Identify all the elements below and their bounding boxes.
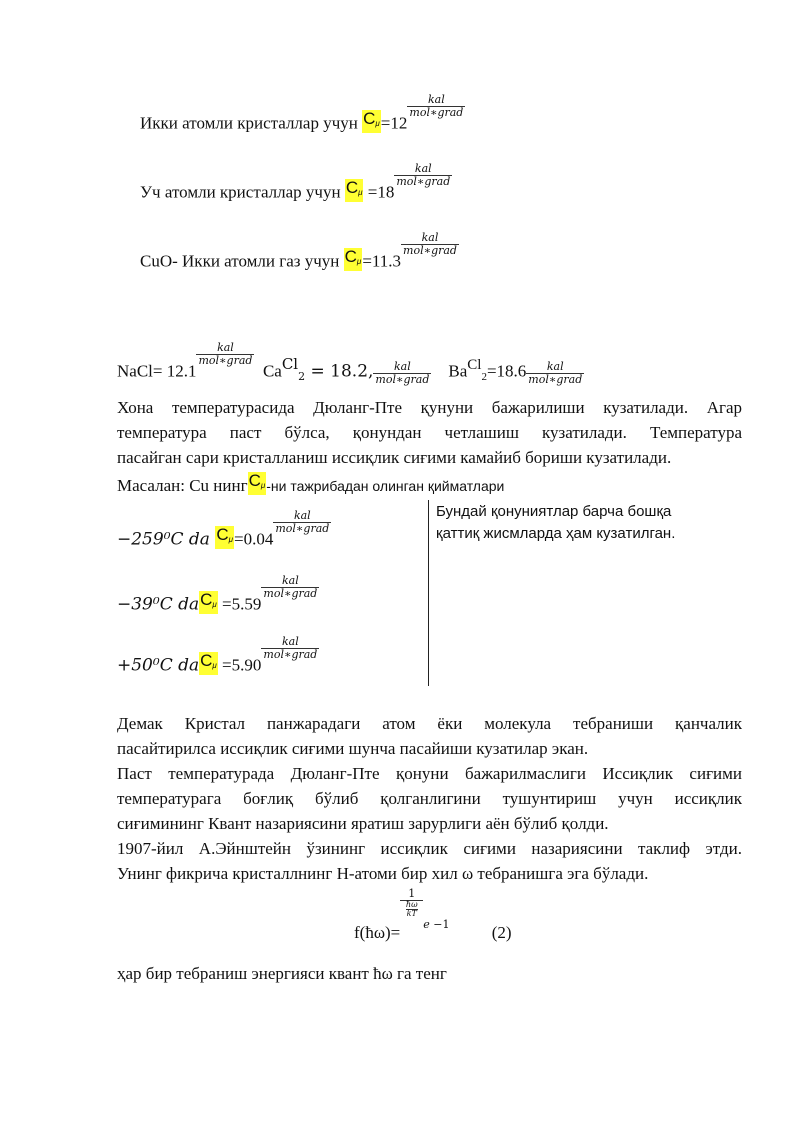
- paragraph-room-temperature: [117, 395, 742, 470]
- line-text: Икки атомли кристаллар учун: [140, 113, 363, 133]
- temp-value: =5.59: [217, 594, 262, 614]
- paragraph-line: температура паст бўлса, қонундан четлашиш кузатилади. Температура: [117, 423, 742, 442]
- equation-number: (2): [491, 923, 512, 942]
- c-mu-symbol: $C_\mu$: [199, 591, 218, 614]
- unit-fraction: $\frac{\text{kal}}{\text{mol∗grad}}$: [396, 162, 451, 188]
- cacl2-value: = 18.2,: [305, 361, 374, 382]
- cl2-symbol: Cl2: [467, 356, 487, 383]
- unit-fraction: $\frac{\text{kal}}{\text{mol∗grad}}$: [375, 360, 430, 386]
- bacl2-value: =18.6: [486, 361, 527, 381]
- formula-base: $^e$ $^{-1}$: [423, 918, 450, 931]
- paragraph-line: Унинг фикрича кристаллнинг Н-атоми бир хил ω тебранишга эга бўлади.: [117, 864, 649, 883]
- nacl-value: NaCl= 12.1: [117, 361, 197, 381]
- note-line: қаттиқ жисмларда ҳам кузатилган.: [436, 525, 676, 542]
- cuo-gas-line: [140, 232, 459, 272]
- formula-line: [354, 887, 512, 943]
- c-mu-symbol: $C_\mu$: [199, 652, 218, 675]
- c-mu-symbol: $C_\mu$: [215, 526, 234, 549]
- exponent-fraction: $\frac{ħ\omega}{kT}$: [405, 900, 418, 918]
- formula-numerator: 1: [400, 887, 423, 901]
- unit-fraction: $\frac{\text{kal}}{\text{mol∗grad}}$: [198, 341, 253, 367]
- paragraph-line: Демак Кристал панжарадаги атом ёки молекула тебраниши қанчалик: [117, 714, 742, 733]
- ba-symbol: Ba: [448, 361, 468, 381]
- value: =18: [363, 182, 395, 202]
- value: =11.3: [362, 251, 402, 271]
- cl2-symbol: Cl2: [281, 354, 306, 383]
- unit-fraction: $\frac{\text{kal}}{\text{mol∗grad}}$: [409, 93, 464, 119]
- value: =12: [380, 113, 408, 133]
- unit-fraction: $\frac{\text{kal}}{\text{mol∗grad}}$: [403, 231, 457, 257]
- temp-row-3: [117, 636, 319, 676]
- c-mu-symbol: $C_\mu$: [362, 110, 381, 133]
- final-line: ҳар бир тебраниш энергияси квант ħω га тенг: [117, 964, 447, 983]
- paragraph-line: 1907-йил А.Эйнштейн ўзининг иссиқлик сиғими назариясини таклиф этди.: [117, 839, 742, 858]
- temp-label: −259⁰C da: [117, 529, 216, 550]
- side-note: [436, 501, 675, 545]
- c-mu-symbol: $C_\mu$: [248, 472, 267, 495]
- unit-fraction: $\frac{\text{kal}}{\text{mol∗grad}}$: [528, 360, 583, 386]
- paragraph-conclusion: [117, 711, 742, 761]
- paragraph-low-temperature: [117, 761, 742, 836]
- example-line: [117, 472, 504, 496]
- unit-fraction: $\frac{\text{kal}}{\text{mol∗grad}}$: [263, 574, 318, 600]
- temp-value: =5.90: [217, 655, 262, 675]
- salts-line: [117, 342, 584, 385]
- formula-denominator: [400, 901, 423, 923]
- note-line: Бундай қонуниятлар барча бошқа: [436, 503, 672, 520]
- line-text: Уч атомли кристаллар учун: [140, 182, 345, 202]
- paragraph-line: температурага боғлиқ бўлиб қолганлигини тушунтириш учун иссиқлик: [117, 789, 742, 808]
- temp-row-2: [117, 575, 319, 615]
- unit-fraction: $\frac{\text{kal}}{\text{mol∗grad}}$: [263, 635, 318, 661]
- diatomic-crystal-line: [140, 94, 465, 134]
- temp-label: −39⁰C da: [117, 594, 200, 615]
- triatomic-crystal-line: [140, 163, 452, 203]
- column-divider: [428, 500, 429, 686]
- c-mu-symbol: $C_\mu$: [344, 248, 363, 271]
- temp-label: +50⁰C da: [117, 655, 200, 676]
- paragraph-line: Паст температурада Дюланг-Пте қонуни бажарилмаслиги Иссиқлик сиғими: [117, 764, 742, 783]
- formula-fraction: [400, 887, 423, 923]
- temp-value: =0.04: [234, 529, 274, 549]
- line-text: CuO- Икки атомли газ учун: [140, 251, 344, 271]
- paragraph-line: сиғимининг Квант назариясини яратиш зарурлиги аён бўлиб қолди.: [117, 814, 609, 833]
- example-suffix: -ни тажрибадан олинган қийматлари: [266, 478, 505, 494]
- ca-symbol: Ca: [262, 361, 282, 381]
- unit-fraction: $\frac{\text{kal}}{\text{mol∗grad}}$: [275, 509, 330, 535]
- paragraph-line: пасайтирилса иссиқлик сиғими шунча пасайиши кузатилар экан.: [117, 739, 589, 758]
- temp-row-1: [117, 510, 331, 550]
- paragraph-line: Хона температурасида Дюланг-Пте қунуни бажарилиши кузатилади. Агар: [117, 398, 742, 417]
- c-mu-symbol: $C_\mu$: [345, 179, 364, 202]
- paragraph-einstein: [117, 836, 742, 886]
- formula-lhs: f(ħω)=: [354, 923, 401, 942]
- example-prefix: Масалан: Cu нинг: [117, 476, 248, 495]
- paragraph-line: пасайган сари кристалланиш иссиқлик сиғими камайиб бориши кузатилади.: [117, 448, 672, 467]
